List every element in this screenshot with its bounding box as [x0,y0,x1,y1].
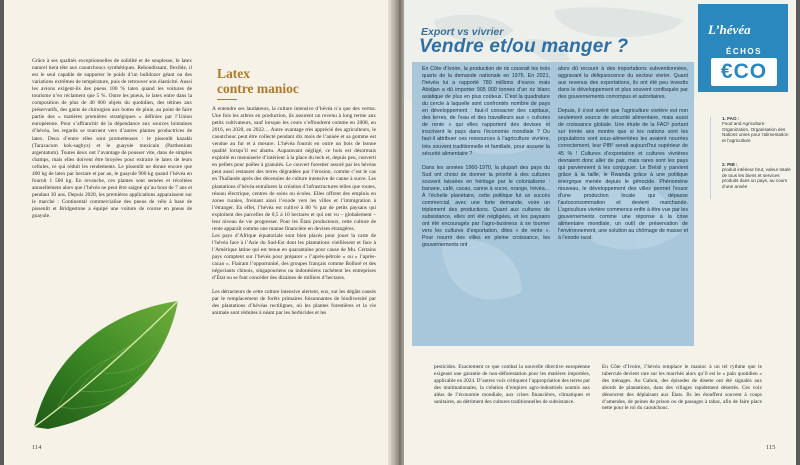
paragraph: Depuis, il s’est avéré que l’agriculture vivrière est non seulement source de sécurité alimentaire, mais aussi de croissance globale. Une étude de la FAO¹ portant sur trente ans montre que si les nations sont les populations sont sous-alimentées les avaient nourries correctement, leur PIB² serait aujourd’hui supérieur de 45 % ! Cultures d’exportation et cultures vivrières devraient donc aller de pair, mais rares sont les pays qui parviennent à les conjuguer. Le Brésil y parvient grâce à la taille, le Rwanda grâce à une politique énergique menée depuis le génocide. Phénomène nouveau, le développement des villes permet l’essor d’une production locale qui dépasse l’autoconsommation et devient marchande. L’agriculture vivrière commence enfin à être vue par les gouvernements comme une réponse à la crise alimentaire mondiale, un outil de préservation de l’environnement, une solution au chômage de masse et à l’exode rural. [558,108,688,242]
page-number: 115 [766,444,776,451]
logo-badge [711,58,777,86]
section-title-line-1: Latex [217,66,250,81]
footnote-label: 1. FAO : [722,116,740,121]
left-page [4,0,396,465]
paragraph: Grâce à ses qualités exceptionnelles de solidité et de souplesse, le latex naturel tient tête aux caoutchoucs synthétiques. Rebondissant, flexible, il est le seul capable de supporter le poids d’un bulldozer géant ou des variations extrêmes de température, puis de retrouver son élasticité. Aussi les avions exigent-ils des pneus 100 % latex quand les voitures de tourisme n’en réclament que 5 %. Outre les pneus, le latex entre dans la composition de plus de 40 000 objets du quotidien, des tétines aux préservatifs, des gants de chirurgien aux bottes de pluie, au point de faire partie des « matières premières stratégiques » définies par l’Union européenne. Pour s’affranchir de la dépendance aux sources lointaines d’hévéa, les regards se tournent vers d’autres plantes productrices de latex. Deux d’entre elles sont prometteuses : le pissenlit kazakh (Taraxacum kok-saghyz) et le guayule mexicain (Parthenium argentatum). Toutes deux ont l’avantage de pousser vite, dans de simples champs, mais elles doivent être broyées pour extraire le latex de leurs cellules, ce qui réduit les rendements. Le pissenlit ne donne encore que 400 kg de latex par hectare et par an, le guayule 900 kg quand l’hévéa en fournit 1 500 kg. En revanche, ces plantes sont semées et récoltées annuellement alors que l’hévéa ne peut être saigné qu’au bout de 7 ans et pendant 30 ans. Depuis 2020, les premières applications apparaissent sur le marché : Continental commercialise des pneus de vélo à base de pissenlit et Bridgestone a équipé une voiture de course en pneus de guayule. [32,58,192,220]
paragraph: alors dû recourir à des importations subventionnées, aggravant la déliquescence du secteur vivrier. Quant aux revenus des exportations, ils ont été peu investis dans le développement et plus souvent confisqués par des gouvernements corrompus et autoritaires. [558,66,688,101]
headline: Vendre et/ou manger ? [419,36,629,57]
box-column-1 [422,66,550,342]
rubber-leaf-image [28,295,186,435]
info-box [412,62,694,346]
section-title-line-2: contre manioc [217,81,299,96]
footnote-2 [722,162,792,189]
footnote-label: 2. PIB : [722,162,738,167]
logo-eco-text: €CO [720,60,768,83]
bottom-column-2 [602,364,762,442]
paragraph: pesticides. Exactement ce que combat la nouvelle directive européenne exigeant une garantie de non-déforestation pour les matières importées, applicable en 2024. D’autres voix critiquent l’appropriation des terres par des multinationales, la création d’empires agro-industriels soumis aux aléas de l’économie mondiale, aux crises financières, climatiques et sanitaires, au détriment des cultures traditionnelles de subsistance. [434,364,590,405]
paragraph: À entendre ses laudateurs, la culture intensive d’hévéa n’a que des vertus. Une fois les arbres en production, ils assurent un revenu à long terme aux petits cultivateurs, sauf lorsque les cours s’effondrent comme en 2008, en 2016, en 2020, en 2022… Autre avantage très apprécié des agriculteurs, le caoutchouc peut être collecté pendant dix mois de l’année et sa gomme est vendue au fur et à mesure. L’hévéa fournit en outre un bois de bonne qualité lorsqu’il est abattu. Auparavant négligé, ce bois est désormais exploité en menuiserie d’intérieur à la place du teck et, depuis peu, converti en pellets pour poêles à granulés. Le couvert forestier assuré par les hévéas peut aussi restaurer des terres dégradées par l’érosion, comme c’est le cas en Thaïlande après des décennies de culture intensive de canne à sucre. Les plantations d’hévéa entraînent la création d’infrastructures telles que routes, réseau électrique, centres de soins ou écoles. Elles offrent des emplois en zones rurales, freinant ainsi l’exode vers les villes et l’immigration à l’étranger. En effet, l’hévéa est cultivé à 80 % par de petits paysans qui exploitent des parcelles de 0,5 à 10 hectares et qui ont vu – globalement – leur niveau de vie progresser. Pour les États producteurs, cette culture de rente apparaît comme une manne financière en devises étrangères. [212,106,376,232]
footnote-text: Food and Agriculture Organization, Organisation des Nations unies pour l’alimentation et l’agriculture [722,121,789,143]
title-rule [217,99,237,100]
kicker: Export vs vivrier [421,26,504,38]
footnote-text: produit intérieur brut, valeur totale de tous les biens et services produits dans un pays, au cours d’une année [722,167,791,189]
paragraph: En Côte d’Ivoire, l’hévéa remplace le manioc à un tel rythme que le tubercule devient rare sur les marchés alors qu’il est le « pain quotidien » des ménages. Au Gabon, des épisodes de disette ont été signalés aux abords de plantations, dans des villages rapidement désertés. Ces voix dénoncent des déplaisant aux États. Ils les étouffent souvent à coups d’amendes, de peines de prison ou de passages à tabac, afin de faire place nette pour le roi du caoutchouc. [602,364,762,412]
left-column-1 [32,58,192,293]
paragraph: Dans les années 1960-1970, la plupart des pays du Sud ont choisi de donner la priorité à des cultures souvent laissées en héritage par le colonialisme : banane, café, cacao, canne à sucre, orange, hévéa… À l’échelle planétaire, cette politique fut un succès commercial, avec une forte demande, voire un triplement des productions. Quant aux cultures de subsistance, elles ont été négligées, et les paysans ont été encouragés par l’agro-business à se tourner vers les cultures d’exportation, dites « de rente ». Pour nourrir des villes en pleine croissance, les gouvernements ont [422,164,550,249]
paragraph: En Côte d’Ivoire, la production de riz couvrait les trois quarts de la demande nationale en 1976. En 2021, l’hévéa lui a rapporté 780 millions d’euros mais Abidjan a dû importer 905 000 tonnes d’un riz blanc asiatique de plus en plus coûteux. C’est la quadrature du cercle à laquelle sont confrontés nombre de pays en développement : faut-il consacrer des capitaux, des terres, de l’eau et des travailleurs aux « cultures de rente » qui elles rapportent des devises et inscrivent le pays dans l’économie mondiale ? Ou faut-il attribuer ces ressources à l’agriculture vivrière, très souvent traditionnelle et familiale, pour assurer la sécurité alimentaire ? [422,66,550,157]
tab-title: L’hévéa [708,22,751,37]
box-column-2 [558,66,688,342]
echos-eco-logo [711,47,777,89]
topic-tab [698,4,788,92]
paragraph: Les pays d’Afrique équatoriale sont bien placés pour jouer la carte de l’hévéa face à l’Asie du Sud-Est dont les plantations vieillissent et face à l’Amérique latine qui est tenue en quarantaine pour cause de Mu. Certains pays comptent sur l’hévéa pour préparer « l’après-pétrole » ou « l’après-cacao ». Flairant l’opportunité, des groupes français comme Bolloré et des négociants chinois, singapouriens ou indonésiens rachètent les entreprises d’État ou se font concéder des dizaines de milliers d’hectares. [212,232,376,282]
section-title [217,66,299,96]
right-page [404,0,796,465]
logo-echos-text: ÉCHOS [726,47,762,56]
left-column-2 [212,106,376,444]
footnote-1 [722,116,792,143]
bottom-column-1 [434,364,590,442]
paragraph: Les détracteurs de cette culture intensive alertent, eux, sur les dégâts causés par le remplacement de forêts primaires foisonnantes de biodiversité par des plantations d’hévéas rectilignes, où les plantes forestières et la vie animale sont réduites à néant par les herbicides et les [212,289,376,317]
footnote-rule [710,117,711,199]
page-number: 114 [32,444,42,451]
